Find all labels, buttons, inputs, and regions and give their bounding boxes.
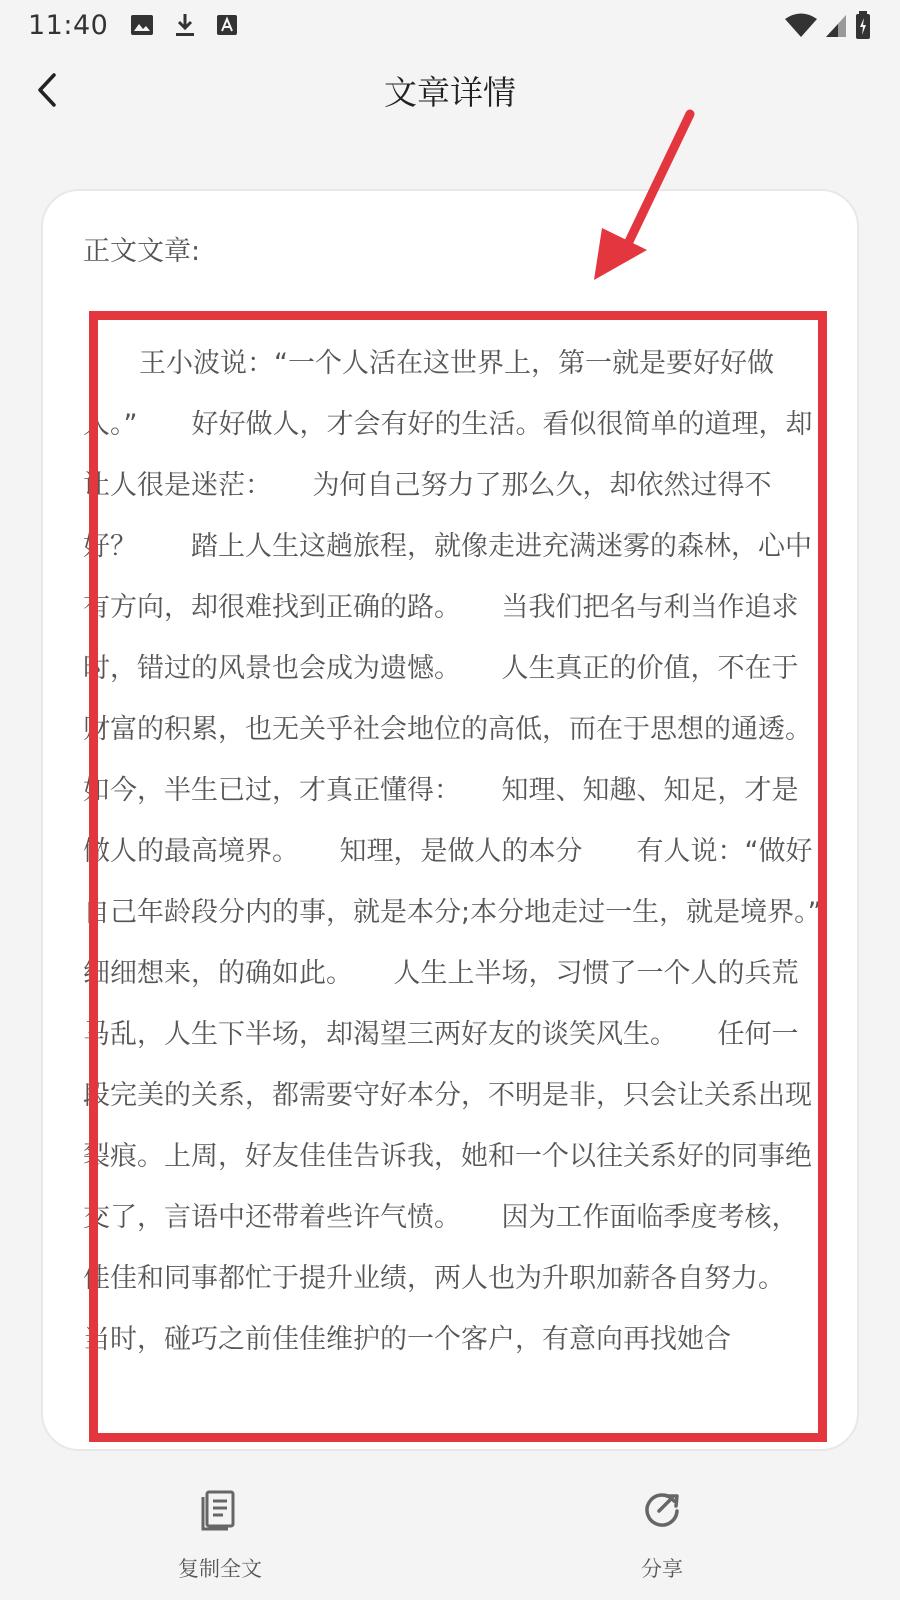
document-icon — [198, 1487, 242, 1531]
share-refresh-icon — [640, 1487, 684, 1531]
download-icon — [174, 12, 196, 38]
battery-icon — [854, 10, 872, 40]
image-icon — [130, 14, 154, 36]
signal-icon — [824, 12, 848, 38]
status-time: 11:40 — [28, 9, 109, 41]
back-button[interactable] — [22, 65, 72, 115]
share-button[interactable] — [582, 1487, 742, 1583]
copy-all-label: 复制全文 — [178, 1557, 262, 1581]
status-bar — [0, 0, 900, 50]
status-icons-right — [784, 10, 872, 40]
article-body[interactable]: 王小波说：“一个人活在这世界上，第一就是要好好做人。” 好好做人，才会有好的生活。看似很简单的道理，却让人很是迷茫： 为何自己努力了那么久，却依然过得不好？ 踏上人生这趟旅程，就像走进充满迷雾的森林，心中有方向，却很难找到正确的路。 当我们把名与利当作追求时，错过的风景也会成为遗憾。 人生真正的价值，不在于财富的积累，也无关乎社会地位的高低，而在于思想的通透。 如今，半生已过，才真正懂得： 知理、知趣、知足，才是做人的最高境界。 知理，是做人的本分 有人说：“做好自己年龄段分内的事，就是本分;本分地走过一生，就是境界。” 细细想来，的确如此。 人生上半场，习惯了一个人的兵荒马乱，人生下半场，却渴望三两好友的谈笑风生。 任何一段完美的关系，都需要守好本分，不明是非，只会让关系出现裂痕。上周，好友佳佳告诉我，她和一个以往关系好的同事绝交了，言语中还带着些许气愤。 因为工作面临季度考核，佳佳和同事都忙于提升业绩，两人也为升职加薪各自努力。 当时，碰巧之前佳佳维护的一个客户，有意向再找她合 — [83, 348, 876, 1355]
header — [0, 55, 900, 125]
font-icon — [216, 14, 238, 36]
status-icons-left — [130, 12, 238, 38]
chevron-left-icon — [34, 72, 60, 108]
share-label: 分享 — [641, 1557, 683, 1581]
article-label: 正文文章: — [83, 236, 201, 267]
bottom-action-bar — [0, 1467, 900, 1600]
copy-all-button[interactable] — [140, 1487, 300, 1583]
page-title: 文章详情 — [384, 72, 516, 112]
article-card — [41, 189, 876, 1451]
wifi-icon — [784, 12, 818, 38]
annotation-arrow-icon — [590, 110, 720, 295]
